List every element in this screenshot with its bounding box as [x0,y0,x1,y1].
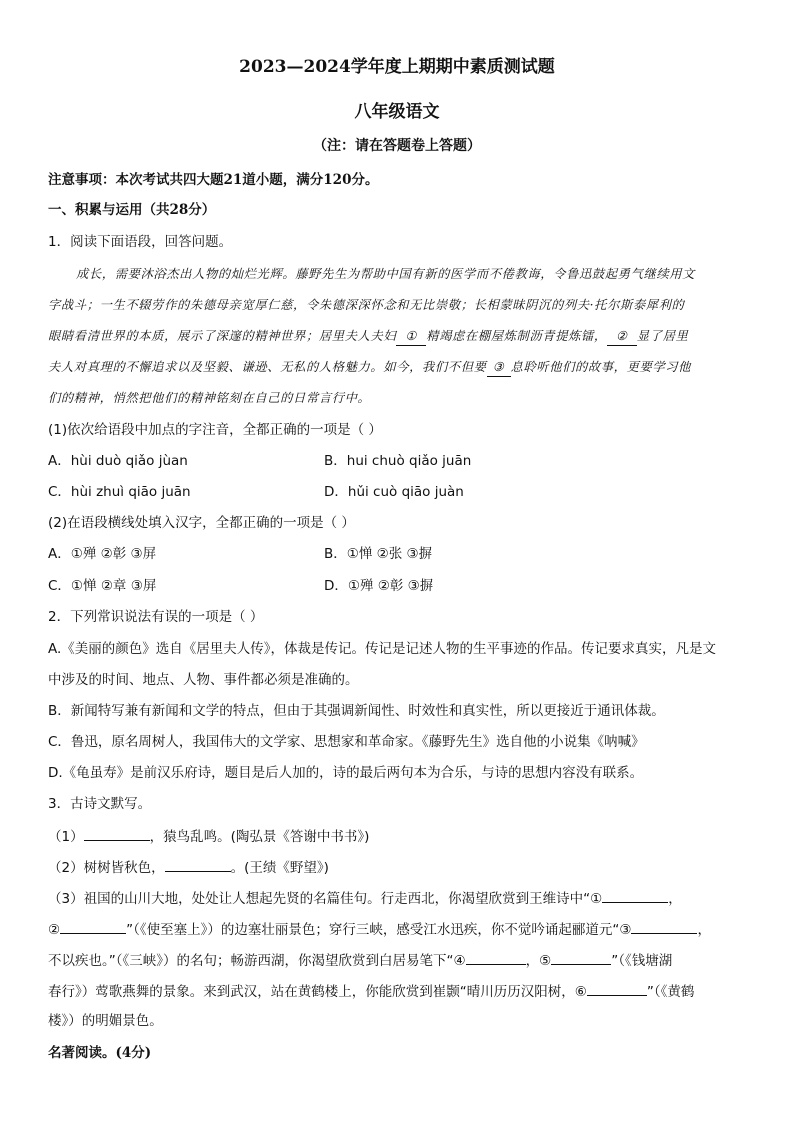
q1-sub1-stem: (1)依次给语段中加点的字注音，全都正确的一项是（ ） [48,422,382,438]
answer-blank [165,857,231,872]
q1-sub2-option-a: A．①殚 ②彰 ③屏 [48,546,157,562]
q2-option-a-line-2: 中涉及的时间、地点、人物、事件都必须是准确的。 [48,672,359,688]
answer-blank [466,950,526,965]
q3-item-3-line-4 [48,981,748,1001]
passage-line-4-a: 夫人对真理的不懈追求以及坚毅、谦逊、无私的人格魅力。如今，我们不但要 [48,360,487,374]
q1-sub1-option-d: D．hǔi cuò qiāo juàn [324,484,464,500]
q3-item-2-prefix: （2）树树皆秋色， [48,860,165,876]
passage-line-2: 字战斗；一生不辍劳作的朱德母亲宽厚仁慈，令朱德深深怀念和无比崇敬；长相蒙昧阴沉的列夫·托尔斯泰犀利的 [48,298,685,312]
q3-item-2 [48,857,748,877]
q2-option-c: C．鲁迅，原名周树人，我国伟大的文学家、思想家和革命家。《藤野先生》选自他的小说集《呐喊》 [48,734,645,750]
q1-sub2-option-c: C．①惮 ②章 ③屏 [48,578,157,594]
q3-item-3-line-5: 楼》）的明媚景色。 [48,1013,163,1029]
exam-title: 2023—2024学年度上期期中素质测试题 [239,57,555,77]
q1-sub1-option-c: C．hùi zhuì qiāo juān [48,484,191,500]
blank-1: ① [396,327,426,346]
section-heading-2: 名著阅读。(4分) [48,1045,152,1061]
q3-item-3-line-2 [48,919,748,939]
passage-line-3 [48,327,748,346]
q3-item-2-suffix: 。(王绩《野望》) [230,860,329,876]
q1-sub1-option-b: B．hui chuò qiǎo juān [324,453,472,469]
q3-item-1-prefix: （1） [48,829,84,845]
notice: 注意事项：本次考试共四大题21道小题，满分120分。 [48,172,379,188]
answer-blank [602,888,668,903]
answer-blank [631,919,697,934]
blank-3: ③ [487,358,511,377]
answer-blank [60,919,126,934]
q2-option-d: D.《龟虽寿》是前汉乐府诗，题目是后人加的，诗的最后两句本为合乐，与诗的思想内容没有联系。 [48,765,644,781]
punctuation: ， [697,922,711,938]
q3-stem: 3．古诗文默写。 [48,796,152,812]
q3-item-3-l3-suffix: ”（《钱塘湖 [611,953,673,969]
passage-line-3-b: 精竭虑在棚屋炼制沥青提炼镭， [426,329,607,343]
passage-line-4 [48,358,748,377]
answer-blank [587,981,647,996]
q1-sub2-option-d: D．①殚 ②彰 ③摒 [324,578,434,594]
answer-blank [84,826,150,841]
q1-sub1-option-a: A．hùi duò qiǎo jùan [48,453,188,469]
section-heading-1: 一、积累与运用（共28分） [48,202,216,218]
q2-stem: 2．下列常识说法有误的一项是（ ） [48,609,264,625]
q3-item-3-line-3 [48,950,748,970]
q3-item-1-suffix: ，猿鸟乱鸣。(陶弘景《答谢中书书》) [149,829,370,845]
blank-2: ② [607,327,637,346]
q3-item-3-l3-text: 不以疾也。”（《三峡》）的名句；畅游西湖，你渴望欣赏到白居易笔下“④ [48,953,466,969]
q3-item-1 [48,826,748,846]
q2-option-a-line-1: A.《美丽的颜色》选自《居里夫人传》，体裁是传记。传记是记述人物的生平事迹的作品。传记要求真实，凡是文 [48,641,717,657]
q3-item-3-l1-text: （3）祖国的山川大地，处处让人想起先贤的名篇佳句。行走西北，你渴望欣赏到王维诗中“① [48,891,603,907]
punctuation: ， [668,891,682,907]
circled-number: ② [48,922,61,938]
q3-item-3-line-1 [48,888,748,908]
passage-line-3-a: 眼睛看清世界的本质，展示了深邃的精神世界；居里夫人夫妇 [48,329,397,343]
passage-line-4-b: 息聆听他们的故事，更要学习他 [510,360,692,374]
q3-item-3-l4-text: 春行》）莺歌燕舞的景象。来到武汉，站在黄鹤楼上，你能欣赏到崔颢“晴川历历汉阳树，⑥ [48,984,587,1000]
q1-sub2-stem: (2)在语段横线处填入汉字，全都正确的一项是（ ） [48,515,355,531]
passage-line-1: 成长，需要沐浴杰出人物的灿烂光辉。藤野先生为帮助中国有新的医学而不倦教诲，令鲁迅鼓起勇气继续用文 [76,267,696,281]
q3-item-3-l4-suffix: ”（《黄鹤 [646,984,695,1000]
answer-blank [551,950,611,965]
q1-sub2-option-b: B．①惮 ②张 ③摒 [324,546,433,562]
circled-number: ，⑤ [525,953,552,969]
q1-stem: 1．阅读下面语段，回答问题。 [48,234,233,250]
passage-line-3-c: 显了居里 [636,329,689,343]
exam-subtitle: 八年级语文 [354,102,440,122]
exam-note: （注：请在答题卷上答题） [313,138,481,154]
passage-line-5: 们的精神，悄然把他们的精神铭刻在自己的日常言行中。 [48,391,371,405]
q3-item-3-l2-text: ”（《使至塞上》）的边塞壮丽景色；穿行三峡，感受江水迅疾，你不觉吟诵起郦道元“③ [126,922,632,938]
q2-option-b: B．新闻特写兼有新闻和文学的特点，但由于其强调新闻性、时效性和真实性，所以更接近于通讯体裁。 [48,703,665,719]
